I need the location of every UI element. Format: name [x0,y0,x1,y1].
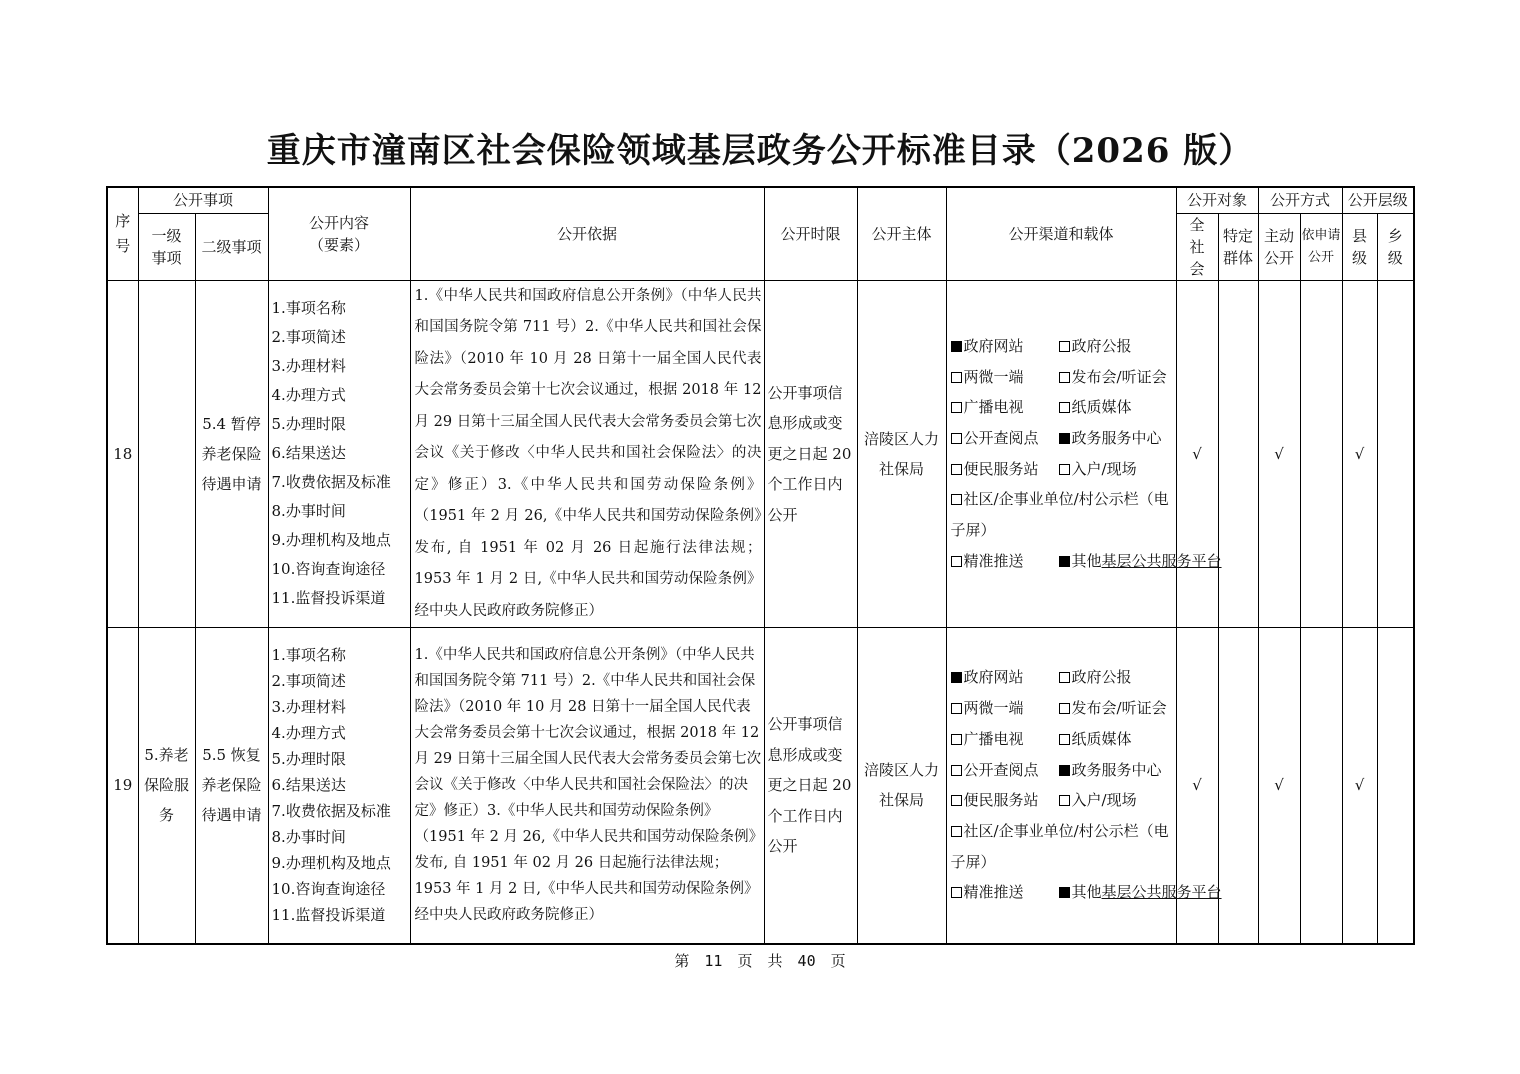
checkbox-empty-icon [1059,402,1070,413]
row-seq: 19 [107,628,138,944]
header-item-l2: 二级事项 [195,213,268,280]
content-item: 1.事项名称 [271,299,346,318]
row-level2-item: 5.4 暂停养老保险待遇申请 [195,280,268,628]
checkbox-empty-icon [1059,372,1070,383]
checkbox-empty-icon [951,734,962,745]
content-item: 10.咨询查询途径 [271,880,386,899]
checkbox-checked-icon [951,341,962,352]
content-item: 6.结果送达 [271,444,346,463]
checkbox-empty-icon [1059,341,1070,352]
content-item: 8.办事时间 [271,502,346,521]
header-level: 公开层级 [1342,187,1414,213]
content-item: 4.办理方式 [271,386,346,405]
row-contents [268,280,410,628]
row-channels: 政府网站 政府公报 两微一端 发布会/听证会 广播电视 纸质媒体 公开查阅点 政务服务中心 便民服务站 入户/现场 社区/企事业单位/村公示栏（电子屏） 精准推送 其他基层公共服务平台 [946,280,1176,628]
mark-object-all: √ [1176,628,1218,944]
row-time-limit: 公开事项信息形成或变更之日起 20 个工作日内公开 [764,628,857,944]
page-title: 重庆市潼南区社会保险领域基层政务公开标准目录（2026 版） [266,131,1254,171]
header-method-request: 依申请公开 [1300,213,1342,280]
checkbox-empty-icon [1059,795,1070,806]
checkbox-empty-icon [1059,703,1070,714]
mark-object-specific [1218,280,1258,628]
header-time: 公开时限 [764,187,857,280]
row-level1-item [138,280,195,628]
row-subject: 涪陵区人力社保局 [857,280,946,628]
header-item: 公开事项 [138,187,268,213]
header-object: 公开对象 [1176,187,1258,213]
content-item: 5.办理时限 [271,750,346,769]
content-item: 8.办事时间 [271,828,346,847]
row-contents [268,628,410,944]
header-object-specific: 特定群体 [1218,213,1258,280]
row-seq: 18 [107,280,138,628]
header-method-active: 主动公开 [1258,213,1300,280]
checkbox-empty-icon [951,494,962,505]
mark-level-town [1377,280,1414,628]
header-seq: 序号 [107,187,138,280]
header-item-l1: 一级事项 [138,213,195,280]
content-item: 10.咨询查询途径 [271,560,386,579]
mark-method-request [1300,280,1342,628]
checkbox-empty-icon [951,795,962,806]
content-item: 3.办理材料 [271,357,346,376]
checkbox-empty-icon [951,765,962,776]
mark-object-specific [1218,628,1258,944]
checkbox-checked-icon [1059,887,1070,898]
content-item: 6.结果送达 [271,776,346,795]
checkbox-empty-icon [951,556,962,567]
content-item: 4.办理方式 [271,724,346,743]
checkbox-empty-icon [1059,734,1070,745]
mark-method-request [1300,628,1342,944]
header-method: 公开方式 [1258,187,1342,213]
content-item: 1.事项名称 [271,646,346,665]
row-time-limit: 公开事项信息形成或变更之日起 20 个工作日内公开 [764,280,857,628]
mark-method-active: √ [1258,280,1300,628]
checkbox-empty-icon [951,887,962,898]
checkbox-empty-icon [951,703,962,714]
checkbox-empty-icon [951,402,962,413]
content-item: 5.办理时限 [271,415,346,434]
header-level-town: 乡级 [1377,213,1414,280]
row-level2-item: 5.5 恢复养老保险待遇申请 [195,628,268,944]
mark-level-town [1377,628,1414,944]
mark-object-all: √ [1176,280,1218,628]
content-item: 3.办理材料 [271,698,346,717]
table-row [107,628,1414,944]
header-channel: 公开渠道和载体 [946,187,1176,280]
header-object-all: 全社会 [1176,213,1218,280]
row-channels: 政府网站 政府公报 两微一端 发布会/听证会 广播电视 纸质媒体 公开查阅点 政务服务中心 便民服务站 入户/现场 社区/企事业单位/村公示栏（电子屏） 精准推送 其他基层公共服务平台 [946,628,1176,944]
checkbox-empty-icon [951,372,962,383]
header-subject: 公开主体 [857,187,946,280]
checkbox-empty-icon [951,464,962,475]
row-basis: 1.《中华人民共和国政府信息公开条例》（中华人民共和国国务院令第 711 号）2.《中华人民共和国社会保险法》（2010 年 10 月 28 日第十一届全国人民代表大会常务委员会第十七次会议通过，根据 2018 年 12 月 29 日第十三届全国人民代表大会常务委员会第七次会议《关于修改〈中华人民共和国社会保险法〉的决定》修正）3.《中华人民共和国劳动保险条例》（1951 年 2 月 26,《中华人民共和国劳动保险条例》发布, 自 1951 年 02 月 26 日起施行法律法规；1953 年 1 月 2 日,《中华人民共和国劳动保险条例》经中央人民政府政务院修正） [410,628,764,944]
checkbox-empty-icon [951,433,962,444]
mark-level-county: √ [1342,280,1377,628]
table-row [107,280,1414,628]
header-content: 公开内容（要素） [268,187,410,280]
checkbox-checked-icon [1059,556,1070,567]
row-subject: 涪陵区人力社保局 [857,628,946,944]
checkbox-empty-icon [951,826,962,837]
content-item: 2.事项简述 [271,328,346,347]
checkbox-empty-icon [1059,672,1070,683]
row-level1-item: 5.养老保险服务 [138,628,195,944]
mark-method-active: √ [1258,628,1300,944]
content-item: 11.监督投诉渠道 [271,589,386,608]
content-item: 9.办理机构及地点 [271,854,391,873]
page-footer: 第 11 页 共 40 页 [674,952,846,970]
content-item: 7.收费依据及标准 [271,473,391,492]
content-item: 7.收费依据及标准 [271,802,391,821]
header-basis: 公开依据 [410,187,764,280]
checkbox-checked-icon [1059,433,1070,444]
row-basis: 1.《中华人民共和国政府信息公开条例》（中华人民共和国国务院令第 711 号）2.《中华人民共和国社会保险法》（2010 年 10 月 28 日第十一届全国人民代表大会常务委员会第十七次会议通过，根据 2018 年 12 月 29 日第十三届全国人民代表大会常务委员会第七次会议《关于修改〈中华人民共和国社会保险法〉的决定》修正）3.《中华人民共和国劳动保险条例》（1951 年 2 月 26,《中华人民共和国劳动保险条例》发布, 自 1951 年 02 月 26 日起施行法律法规；1953 年 1 月 2 日,《中华人民共和国劳动保险条例》经中央人民政府政务院修正） [410,280,764,628]
content-item: 9.办理机构及地点 [271,531,391,550]
content-item: 2.事项简述 [271,672,346,691]
checkbox-checked-icon [951,672,962,683]
content-item: 11.监督投诉渠道 [271,906,386,925]
checkbox-checked-icon [1059,765,1070,776]
checkbox-empty-icon [1059,464,1070,475]
catalog-table [106,186,1415,945]
header-level-county: 县级 [1342,213,1377,280]
mark-level-county: √ [1342,628,1377,944]
